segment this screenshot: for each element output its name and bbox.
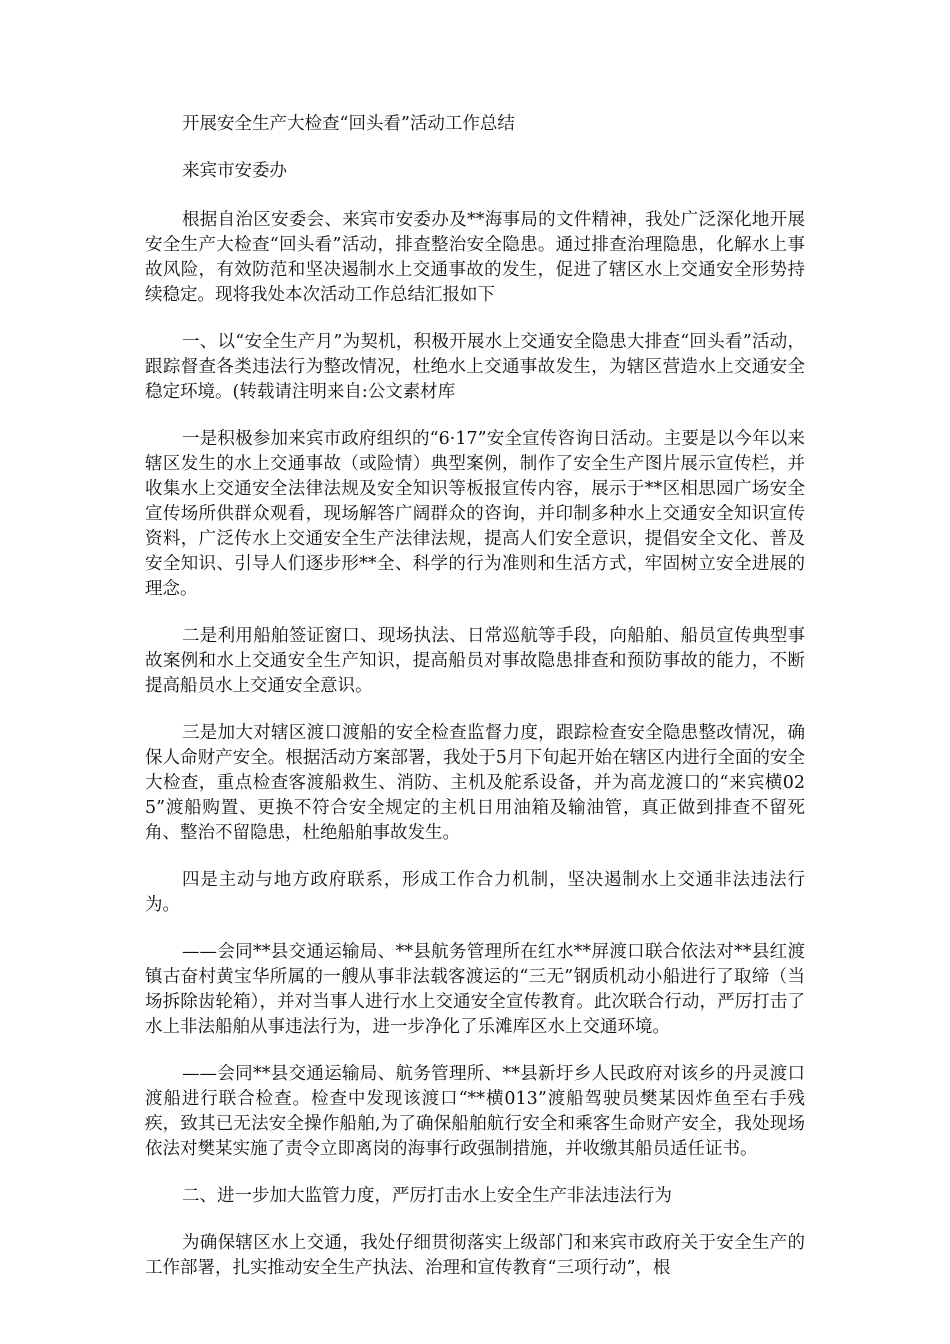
document-author: 来宾市安委办 <box>182 161 287 181</box>
paragraph-joint-action-one: ——会同**县交通运输局、**县航务管理所在红水**屏渡口联合依法对**县红渡镇古奋村黄宝华所属的一艘从事非法载客渡运的“三无”钢质机动小船进行了取缔（当场拆除齿轮箱），并对当事人进行水上交通安全宣传教育。此次联合行动，严厉打击了水上非法船舶从事违法行为，进一步净化了乐滩库区水上交通环境。 <box>145 942 805 1037</box>
paragraph-item-three: 三是加大对辖区渡口渡船的安全检查监督力度，跟踪检查安全隐患整改情况，确保人命财产安全。根据活动方案部署，我处于5月下旬起开始在辖区内进行全面的安全大检查，重点检查客渡船救生、消防、主机及舵系设备，并为高龙渡口的“来宾横025”渡船购置、更换不符合安全规定的主机日用油箱及输油管，真正做到排查不留死角、整治不留隐患，杜绝船舶事故发生。 <box>145 723 805 843</box>
paragraph-item-one: 一是积极参加来宾市政府组织的“6·17”安全宣传咨询日活动。主要是以今年以来辖区发生的水上交通事故（或险情）典型案例，制作了安全生产图片展示宣传栏，并收集水上交通安全法律法规及安全知识等板报宣传内容，展示于**区相思园广场安全宣传场所供群众观看，现场解答广阔群众的咨询，并印制多种水上交通安全知识宣传资料，广泛传水上交通安全生产法律法规，提高人们安全意识，提倡安全文化、普及安全知识、引导人们逐步形**全、科学的行为准则和生活方式，牢固树立安全进展的理念。 <box>145 429 805 599</box>
paragraph-section-one-heading: 一、以“安全生产月”为契机，积极开展水上交通安全隐患大排查“回头看”活动，跟踪督查各类违法行为整改情况，杜绝水上交通事故发生，为辖区营造水上交通安全稳定环境。(转载请注明来自:公文素材库 <box>145 332 805 402</box>
paragraph-section-two-heading: 二、进一步加大监管力度，严厉打击水上安全生产非法违法行为 <box>182 1186 672 1206</box>
document-page <box>145 112 805 1303</box>
paragraph-section-two-body: 为确保辖区水上交通，我处仔细贯彻落实上级部门和来宾市政府关于安全生产的工作部署，扎实推动安全生产执法、治理和宣传教育“三项行动”，根 <box>145 1233 805 1278</box>
document-title: 开展安全生产大检查“回头看”活动工作总结 <box>182 114 515 134</box>
paragraph-joint-action-two: ——会同**县交通运输局、航务管理所、**县新圩乡人民政府对该乡的丹灵渡口渡船进行联合检查。检查中发现该渡口“**横013”渡船驾驶员樊某因炸鱼至右手残疾，致其已无法安全操作船舶,为了确保船舶航行安全和乘客生命财产安全，我处现场依法对樊某实施了责令立即离岗的海事行政强制措施，并收缴其船员适任证书。 <box>145 1064 805 1159</box>
paragraph-item-two: 二是利用船舶签证窗口、现场执法、日常巡航等手段，向船舶、船员宣传典型事故案例和水上交通安全生产知识，提高船员对事故隐患排查和预防事故的能力，不断提高船员水上交通安全意识。 <box>145 626 805 696</box>
paragraph-intro: 根据自治区安委会、来宾市安委办及**海事局的文件精神，我处广泛深化地开展安全生产大检查“回头看”活动，排查整治安全隐患。通过排查治理隐患，化解水上事故风险，有效防范和坚决遏制水上交通事故的发生，促进了辖区水上交通安全形势持续稳定。现将我处本次活动工作总结汇报如下 <box>145 210 805 305</box>
paragraph-item-four: 四是主动与地方政府联系，形成工作合力机制，坚决遏制水上交通非法违法行为。 <box>145 870 805 915</box>
